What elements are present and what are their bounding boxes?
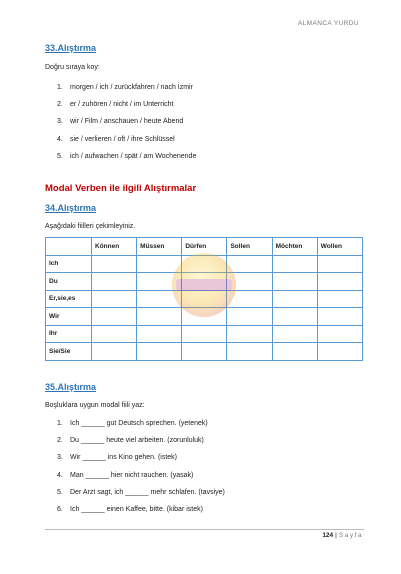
answer-cell — [182, 325, 227, 343]
answer-cell — [92, 343, 137, 361]
answer-cell — [317, 255, 362, 273]
exercise-35-instruction: Boşluklara uygun modal fiili yaz: — [45, 402, 145, 409]
item-number: 2. — [57, 437, 63, 445]
table-corner-cell — [46, 238, 92, 256]
item-number: 1. — [57, 420, 63, 427]
footer-separator: | — [335, 532, 337, 539]
table-column-header: Wollen — [317, 238, 362, 256]
item-text: Wir ______ ins Kino gehen. (istek) — [70, 454, 177, 462]
exercise-34-title: 34.Alıştırma — [45, 203, 97, 213]
item-number: 6. — [57, 505, 63, 513]
item-text: Ich ______ einen Kaffee, bitte. (kibar istek) — [70, 505, 203, 513]
answer-cell — [272, 255, 317, 273]
answer-cell — [137, 308, 182, 326]
list-item — [45, 83, 196, 100]
page-number: 124 — [322, 532, 334, 539]
item-text: wir / Film / anschauen / heute Abend — [70, 118, 184, 126]
answer-cell — [92, 255, 137, 273]
list-item — [45, 152, 196, 169]
answer-cell — [227, 308, 272, 326]
answer-cell — [92, 273, 137, 291]
answer-cell — [317, 325, 362, 343]
table-column-header: Möchten — [272, 238, 317, 256]
footer-page-word: Sayfa — [338, 532, 363, 539]
item-number: 2. — [57, 101, 63, 109]
exercise-33-title: 33.Alıştırma — [45, 43, 97, 53]
table-column-header: Dürfen — [182, 238, 227, 256]
row-pronoun: Du — [46, 273, 92, 291]
answer-cell — [92, 290, 137, 308]
list-item — [45, 419, 225, 436]
table-column-header: Können — [92, 238, 137, 256]
item-text: er / zuhören / nicht / im Unterricht — [70, 101, 174, 109]
item-text: morgen / ich / zurückfahren / nach İzmir — [70, 84, 193, 91]
answer-cell — [272, 273, 317, 291]
list-item — [45, 488, 225, 505]
table-row — [46, 325, 363, 343]
exercise-35-list — [45, 419, 225, 522]
page-footer — [322, 532, 363, 539]
row-pronoun: Ich — [46, 255, 92, 273]
list-item — [45, 436, 225, 453]
row-pronoun: Wir — [46, 308, 92, 326]
answer-cell — [317, 343, 362, 361]
item-text: ich / aufwachen / spät / am Wochenende — [70, 152, 197, 160]
list-item — [45, 100, 196, 117]
table-column-header: Müssen — [137, 238, 182, 256]
row-pronoun: Er,sie,es — [46, 290, 92, 308]
answer-cell — [317, 308, 362, 326]
answer-cell — [137, 325, 182, 343]
answer-cell — [227, 325, 272, 343]
item-number: 4. — [57, 135, 63, 143]
answer-cell — [317, 273, 362, 291]
item-number: 1. — [57, 84, 63, 91]
row-pronoun: Sie/Sie — [46, 343, 92, 361]
answer-cell — [272, 325, 317, 343]
answer-cell — [92, 325, 137, 343]
answer-cell — [227, 343, 272, 361]
answer-cell — [137, 343, 182, 361]
list-item — [45, 471, 225, 488]
answer-cell — [227, 255, 272, 273]
answer-cell — [272, 343, 317, 361]
item-number: 3. — [57, 118, 63, 126]
exercise-34-instruction: Aşağıdaki fiilleri çekimleyiniz. — [45, 223, 136, 230]
exercise-33-instruction: Doğru sıraya koy: — [45, 64, 100, 71]
exercise-35-title: 35.Alıştırma — [45, 382, 97, 392]
section-title: Modal Verben ile ilgili Alıştırmalar — [45, 183, 197, 194]
page-header: ALMANCA YURDU — [297, 20, 359, 27]
table-row — [46, 343, 363, 361]
item-text: Ich ______ gut Deutsch sprechen. (yetenek) — [70, 420, 208, 427]
table-column-header: Sollen — [227, 238, 272, 256]
list-item — [45, 117, 196, 134]
item-text: Man ______ hier nicht rauchen. (yasak) — [70, 471, 194, 479]
answer-cell — [92, 308, 137, 326]
answer-cell — [272, 290, 317, 308]
item-number: 4. — [57, 471, 63, 479]
answer-cell — [272, 308, 317, 326]
item-text: Du ______ heute viel arbeiten. (zorunluluk) — [70, 437, 204, 445]
exercise-33-list — [45, 83, 196, 169]
row-pronoun: Ihr — [46, 325, 92, 343]
list-item — [45, 135, 196, 152]
item-number: 5. — [57, 488, 63, 496]
watermark-logo — [172, 253, 236, 317]
answer-cell — [317, 290, 362, 308]
item-number: 3. — [57, 454, 63, 462]
answer-cell — [182, 343, 227, 361]
item-text: sie / verlieren / oft / ihre Schlüssel — [70, 135, 175, 143]
item-text: Der Arzt sagt, ich ______ mehr schlafen. (tavsiye) — [70, 488, 225, 496]
list-item — [45, 453, 225, 470]
list-item — [45, 505, 225, 522]
item-number: 5. — [57, 152, 63, 160]
footer-divider — [45, 529, 364, 530]
